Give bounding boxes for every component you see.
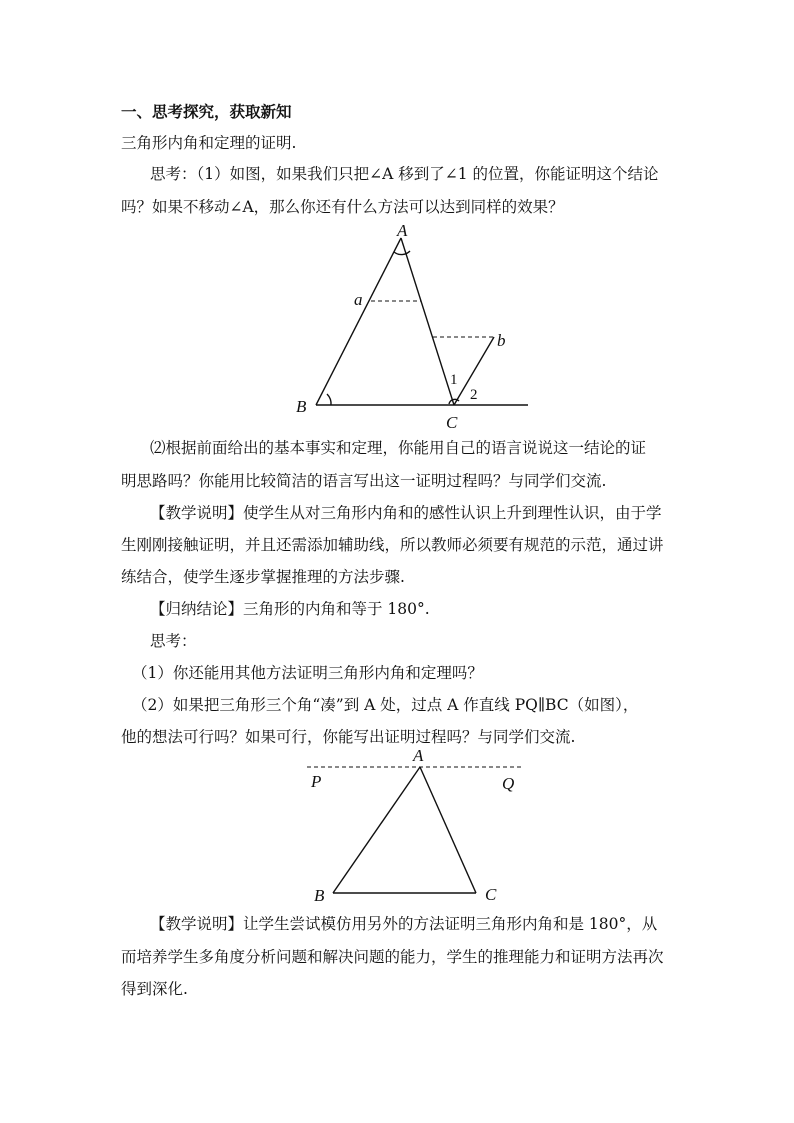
section-title: 一、思考探究，获取新知 — [121, 102, 292, 121]
teaching-note2-line1: 【教学说明】让学生尝试模仿用另外的方法证明三角形内角和是 180°，从 — [150, 915, 658, 933]
label-p: P — [311, 772, 322, 791]
label-b-line: b — [497, 331, 506, 350]
think2-line1: ⑵根据前面给出的基本事实和定理，你能用自己的语言说说这一结论的证 — [150, 439, 647, 457]
label-c-vertex: C — [446, 413, 458, 432]
teaching-note2-line2: 而培养学生多角度分析问题和解决问题的能力，学生的推理能力和证明方法再次 — [121, 948, 664, 966]
question-2-line1: （2）如果把三角形三个角“凑”到 A 处，过点 A 作直线 PQ∥BC（如图）， — [132, 696, 639, 714]
side-ab — [333, 767, 420, 893]
teaching-note1-line3: 练结合，使学生逐步掌握推理的方法步骤. — [121, 568, 405, 586]
label-a-vertex: A — [397, 221, 408, 240]
subtitle: 三角形内角和定理的证明. — [121, 134, 297, 152]
think1-line2: 吗？如果不移动∠A，那么你还有什么方法可以达到同样的效果？ — [121, 198, 564, 216]
label-a-line: a — [354, 290, 363, 309]
think-label: 思考： — [150, 632, 197, 650]
teaching-note1-line2: 生刚刚接触证明，并且还需添加辅助线，所以教师必须要有规范的示范，通过讲 — [121, 536, 664, 554]
question-1: （1）你还能用其他方法证明三角形内角和定理吗？ — [132, 664, 483, 682]
label-angle-1: 1 — [450, 372, 458, 388]
label-q: Q — [502, 774, 515, 793]
label-a: A — [413, 746, 424, 765]
think1-line1: 思考：（1）如图，如果我们只把∠A 移到了∠1 的位置，你能证明这个结论 — [150, 165, 659, 183]
label-c: C — [485, 885, 497, 904]
label-b-vertex: B — [296, 397, 307, 416]
conclusion: 【归纳结论】三角形的内角和等于 180°. — [150, 600, 430, 618]
teaching-note1-line1: 【教学说明】使学生从对三角形内角和的感性认识上升到理性认识，由于学 — [150, 504, 662, 522]
side-ac — [420, 767, 476, 893]
label-b: B — [314, 886, 325, 905]
label-angle-2: 2 — [470, 387, 478, 403]
think2-line2: 明思路吗？你能用比较简洁的语言写出这一证明过程吗？与同学们交流. — [121, 472, 607, 490]
teaching-note2-line3: 得到深化. — [121, 980, 188, 998]
question-2-line2: 他的想法可行吗？如果可行，你能写出证明过程吗？与同学们交流. — [121, 728, 576, 746]
